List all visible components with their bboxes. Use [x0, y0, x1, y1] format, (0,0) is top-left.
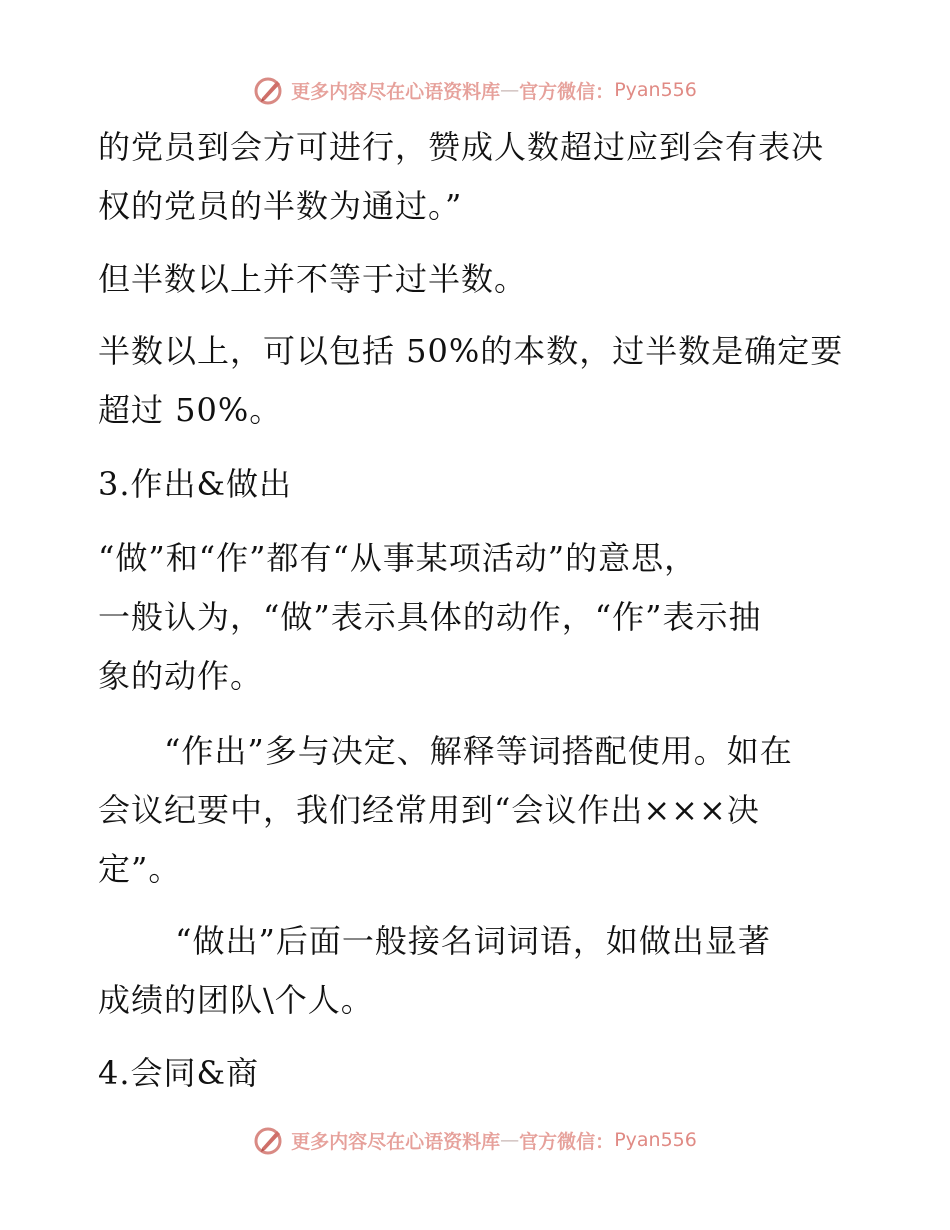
watermark-wechat-account: Pyan556 — [614, 1129, 697, 1151]
watermark-wechat-account: Pyan556 — [614, 79, 697, 101]
paragraph-line: “做”和“作”都有“从事某项活动”的意思， — [98, 539, 698, 577]
paragraph-line: 成绩的团队\个人。 — [98, 981, 374, 1019]
footer-watermark — [0, 1124, 950, 1156]
watermark-wechat-label: 官方微信： — [519, 1130, 615, 1153]
paragraph-line: “作出”多与决定、解释等词搭配使用。如在 — [98, 732, 793, 770]
pen-seal-logo-icon — [253, 1124, 285, 1156]
paragraph-line: 象的动作。 — [98, 657, 264, 695]
paragraph-line: 一般认为，“做”表示具体的动作，“作”表示抽 — [98, 598, 762, 636]
watermark-dash: — — [500, 79, 520, 101]
watermark-dash: — — [500, 1129, 520, 1151]
section-heading: 4.会同&商 — [98, 1054, 260, 1092]
paragraph-line: 定”。 — [98, 850, 182, 888]
paragraph-line: 会议纪要中，我们经常用到“会议作出×××决 — [98, 791, 760, 829]
watermark-text: 更多内容尽在心语资料库 — [291, 80, 501, 103]
paragraph-line: “做出”后面一般接名词词语，如做出显著 — [98, 922, 771, 960]
watermark-text: 更多内容尽在心语资料库 — [291, 1130, 501, 1153]
pen-seal-logo-icon — [253, 74, 285, 106]
paragraph-line: 但半数以上并不等于过半数。 — [98, 260, 528, 298]
paragraph-line: 半数以上，可以包括 50%的本数，过半数是确定要 — [98, 332, 844, 370]
paragraph-line: 权的党员的半数为通过。” — [98, 187, 463, 225]
paragraph-line: 超过 50%。 — [98, 391, 283, 429]
paragraph-line: 的党员到会方可进行，赞成人数超过应到会有表决 — [98, 128, 825, 166]
section-heading: 3.作出&做出 — [98, 465, 293, 503]
header-watermark — [0, 74, 950, 106]
watermark-wechat-label: 官方微信： — [519, 80, 615, 103]
